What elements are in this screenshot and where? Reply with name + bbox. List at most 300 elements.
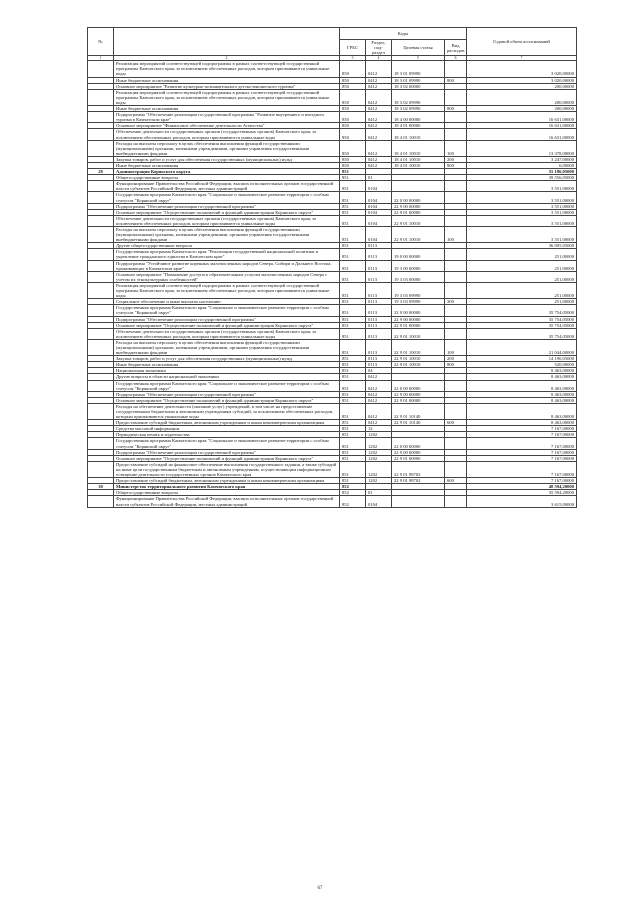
table-row (88, 260, 577, 271)
table-row (88, 438, 577, 449)
row-amount: 7 167,00000 (467, 449, 577, 455)
row-razdel: 0412 (366, 129, 392, 140)
row-target-article: 18 3 02 00000 (392, 83, 445, 89)
row-grbs: 851 (340, 209, 366, 215)
row-amount: 200,00000 (467, 89, 577, 105)
row-target-article: 18 4 01 00000 (392, 123, 445, 129)
table-row (88, 305, 577, 316)
row-razdel: 1202 (366, 478, 392, 484)
row-number (88, 227, 114, 243)
header-number: № (88, 28, 114, 56)
row-expense-type (445, 461, 467, 477)
table-row (88, 380, 577, 391)
row-number (88, 403, 114, 419)
row-expense-type (445, 496, 467, 507)
row-name: Подпрограмма "Обеспечение реализации государственной программы" (114, 316, 340, 322)
row-amount: 3 551,00000 (467, 192, 577, 203)
row-expense-type: 600 (445, 478, 467, 484)
row-target-article: 22 9 01 10010 (392, 227, 445, 243)
row-expense-type: 800 (445, 162, 467, 168)
row-name: Предоставление субсидий бюджетным, автономным учреждениям и иным некоммерческим организациям (114, 420, 340, 426)
row-amount: 48 594,20000 (467, 484, 577, 490)
row-amount: 3 247,00000 (467, 156, 577, 162)
row-grbs: 851 (340, 426, 366, 432)
table-body (88, 61, 577, 507)
row-amount: 3 551,00000 (467, 209, 577, 215)
row-target-article: 22 9 01 00000 (392, 397, 445, 403)
row-grbs: 851 (340, 227, 366, 243)
row-grbs: 850 (340, 162, 366, 168)
column-number: 1 (88, 56, 114, 61)
row-name: Обеспечение деятельности государственных органов (государственных органов) Камчатского края, за исключением обеспеченных расходов, которым присваиваются уникальные коды (114, 328, 340, 339)
row-razdel: 0113 (366, 328, 392, 339)
row-target-article: 18 3 01 09990 (392, 61, 445, 77)
row-razdel: 0412 (366, 380, 392, 391)
row-grbs: 851 (340, 391, 366, 397)
row-expense-type: 200 (445, 356, 467, 362)
row-grbs: 850 (340, 61, 366, 77)
row-amount: 7 167,00000 (467, 426, 577, 432)
row-razdel: 0113 (366, 316, 392, 322)
row-name: Иные бюджетные ассигнования (114, 77, 340, 83)
table-row (88, 112, 577, 123)
row-name: Средства массовой информации (114, 426, 340, 432)
row-name: Основное мероприятие "Осуществление полномочий и функций администрации Корякского округа" (114, 455, 340, 461)
row-grbs: 851 (340, 362, 366, 368)
row-grbs: 851 (340, 438, 366, 449)
row-amount: 251,00000 (467, 299, 577, 305)
row-name: Подпрограмма "Обеспечение реализации государственной программы "Развитие внутреннего и въездного туризма в Камчатском крае" (114, 112, 340, 123)
row-amount: 200,00000 (467, 83, 577, 89)
row-name: Другие вопросы в области национальной экономики (114, 374, 340, 380)
row-razdel: 0113 (366, 260, 392, 271)
row-expense-type: 300 (445, 299, 467, 305)
row-name: Основное мероприятие "Осуществление полномочий и функций администрации Корякского округа" (114, 397, 340, 403)
row-grbs: 851 (340, 461, 366, 477)
row-razdel: 0104 (366, 496, 392, 507)
row-razdel: 0113 (366, 362, 392, 368)
row-name: Предоставление субсидий на финансовое обеспечение выполнения государственного задания, а также субсидий на иные цели государственным бюджетным и автономным учреждениям, осуществляющим информационное освещение деятельности государственных органов Камчатского края (114, 461, 340, 477)
row-name: Обеспечение деятельности государственных органов (государственных органов) Камчатского края, за исключением обеспеченных расходов, которым присваиваются уникальные коды (114, 129, 340, 140)
column-number: 7 (467, 56, 577, 61)
row-number (88, 461, 114, 477)
row-number (88, 181, 114, 192)
row-target-article: 22 9 01 10010 (392, 328, 445, 339)
row-target-article: 22 9 00 00000 (392, 203, 445, 209)
row-name: Иные бюджетные ассигнования (114, 162, 340, 168)
row-name: Реализация мероприятий соответствующей подпрограммы в рамках соответствующей государственной программы Камчатского края, за исключением обеспеченных расходов, которым присваиваются уникальные коды (114, 282, 340, 298)
row-grbs: 851 (340, 449, 366, 455)
row-name: Закупка товаров, работ и услуг для обеспечения государственных (муниципальных) нужд (114, 156, 340, 162)
row-name: Администрация Корякского округа (114, 169, 340, 175)
row-razdel: 0113 (366, 305, 392, 316)
row-grbs: 851 (340, 356, 366, 362)
row-expense-type (445, 438, 467, 449)
row-expense-type (445, 380, 467, 391)
row-number (88, 192, 114, 203)
row-number (88, 282, 114, 298)
row-razdel: 0412 (366, 403, 392, 419)
row-expense-type (445, 271, 467, 282)
row-razdel: 1202 (366, 432, 392, 438)
row-target-article: 22 9 01 10010 (392, 215, 445, 226)
row-grbs: 850 (340, 156, 366, 162)
row-grbs: 851 (340, 322, 366, 328)
row-number (88, 271, 114, 282)
column-number: 4 (366, 56, 392, 61)
row-razdel: 0412 (366, 156, 392, 162)
column-number: 2 (114, 56, 340, 61)
column-number: 6 (445, 56, 467, 61)
row-expense-type (445, 61, 467, 77)
row-grbs: 851 (340, 175, 366, 181)
table-row (88, 89, 577, 105)
row-name: Государственная программа Камчатского края "Социальное и экономическое развитие территории с особым статусом "Корякский округ" (114, 438, 340, 449)
row-number (88, 215, 114, 226)
row-razdel: 0412 (366, 420, 392, 426)
row-razdel: 0412 (366, 123, 392, 129)
row-number (88, 339, 114, 355)
row-target-article: 22 0 00 00000 (392, 438, 445, 449)
row-razdel: 0412 (366, 77, 392, 83)
row-name: Иные бюджетные ассигнования (114, 362, 340, 368)
row-name: Основное мероприятие "Финансовое обеспечение деятельности Агентства" (114, 123, 340, 129)
row-grbs: 851 (340, 420, 366, 426)
row-grbs: 850 (340, 77, 366, 83)
row-razdel: 0104 (366, 192, 392, 203)
row-name: Подпрограмма "Устойчивое развитие коренных малочисленных народов Севера, Сибири и Дальнего Востока, проживающих в Камчатском крае" (114, 260, 340, 271)
row-expense-type: 800 (445, 106, 467, 112)
row-name: Подпрограмма "Обеспечение реализации государственной программы" (114, 449, 340, 455)
row-grbs: 851 (340, 432, 366, 438)
row-name: Министерство территориального развития Камчатского края (114, 484, 340, 490)
row-razdel: 0113 (366, 271, 392, 282)
row-grbs: 851 (340, 203, 366, 209)
row-target-article: 22 9 00 00000 (392, 316, 445, 322)
table-row (88, 496, 577, 507)
row-target-article: 19 3 03 00000 (392, 271, 445, 282)
row-grbs: 851 (340, 282, 366, 298)
row-razdel: 0412 (366, 162, 392, 168)
row-name: Государственная программа Камчатского края "Социальное и экономическое развитие территории с особым статусом "Корякский округ" (114, 305, 340, 316)
row-number (88, 496, 114, 507)
row-name: Государственная программа Камчатского края "Социальное и экономическое развитие территории с особым статусом "Корякский округ" (114, 380, 340, 391)
row-grbs: 851 (340, 169, 366, 175)
header-target-article: Целевая статья (392, 40, 445, 56)
row-amount: 251,00000 (467, 282, 577, 298)
row-target-article: 22 9 01 00000 (392, 455, 445, 461)
budget-table (87, 27, 577, 508)
row-grbs: 852 (340, 490, 366, 496)
row-name: Социальное обеспечение и иные выплаты населению (114, 299, 340, 305)
row-name: Расходы на обеспечение деятельности (оказание услуг) учреждений, в том числе на предоставление государственным бюджетным и автономным учреждениям субсидий, за исключением обеспеченных расходов, которым присваиваются уникальные коды (114, 403, 340, 419)
row-name: Расходы на выплаты персоналу в целях обеспечения выполнения функций государственными (муниципальными) органами, казенными учреждениями, органами управления государственными внебюджетными фондами (114, 339, 340, 355)
row-amount: 3 615,00000 (467, 496, 577, 507)
row-name: Реализация мероприятий соответствующей подпрограммы в рамках соответствующей государственной программы Камчатского края, за исключением обеспеченных расходов, которым присваиваются уникальные коды (114, 89, 340, 105)
row-expense-type: 600 (445, 420, 467, 426)
row-amount: 21 044,00000 (467, 339, 577, 355)
row-razdel: 0412 (366, 83, 392, 89)
row-name: Функционирование Правительства Российской Федерации, высших исполнительных органов государственной власти субъектов Российской Федерации, местных администраций (114, 181, 340, 192)
row-expense-type: 200 (445, 156, 467, 162)
table-row (88, 227, 577, 243)
column-number: 5 (392, 56, 445, 61)
header-name (114, 28, 340, 56)
row-grbs: 851 (340, 316, 366, 322)
row-target-article: 18 4 01 10010 (392, 140, 445, 156)
row-amount: 3 020,00000 (467, 77, 577, 83)
header-razdel: Раздел, под-раздел (366, 40, 392, 56)
row-number (88, 112, 114, 123)
row-amount: 35 594,20000 (467, 490, 577, 496)
row-name: Основное мероприятие "Осуществление полномочий и функций администрации Корякского округа" (114, 322, 340, 328)
row-grbs: 850 (340, 129, 366, 140)
table-row (88, 403, 577, 419)
row-name: Государственная программа Камчатского края "Реализация государственной национальной политики и укрепление гражданского единства в Камчатском крае" (114, 249, 340, 260)
row-name: Реализация мероприятий соответствующей подпрограммы в рамках соответствующей государственной программы Камчатского края, за исключением обеспеченных расходов, которым присваиваются уникальные коды (114, 61, 340, 77)
row-target-article: 22 9 01 10140 (392, 420, 445, 426)
row-expense-type (445, 129, 467, 140)
table-row (88, 328, 577, 339)
row-amount: 3 551,00000 (467, 203, 577, 209)
row-target-article: 22 9 01 10010 (392, 339, 445, 355)
row-target-article: 18 4 01 10010 (392, 129, 445, 140)
row-expense-type (445, 403, 467, 419)
row-grbs: 850 (340, 123, 366, 129)
row-amount: 8 463,00000 (467, 397, 577, 403)
row-grbs: 851 (340, 215, 366, 226)
row-amount: 7 167,00000 (467, 455, 577, 461)
row-amount: 35 754,05000 (467, 316, 577, 322)
table-row (88, 339, 577, 355)
row-amount: 35 754,05000 (467, 305, 577, 316)
page-number: 67 (317, 886, 323, 891)
row-razdel: 0412 (366, 112, 392, 123)
row-name: Подпрограмма "Обеспечение реализации государственной программы" (114, 203, 340, 209)
row-grbs: 850 (340, 83, 366, 89)
row-grbs: 851 (340, 455, 366, 461)
table-row (88, 249, 577, 260)
row-target-article: 22 9 01 98702 (392, 478, 445, 484)
row-amount: 16 631,00000 (467, 123, 577, 129)
table-row (88, 140, 577, 156)
row-name: Другие общегосударственные вопросы (114, 243, 340, 249)
row-razdel: 01 (366, 490, 392, 496)
row-number (88, 260, 114, 271)
table-row (88, 181, 577, 192)
row-amount: 6,00000 (467, 162, 577, 168)
row-grbs: 851 (340, 380, 366, 391)
row-expense-type (445, 192, 467, 203)
row-name: Основное мероприятие "Развитие культурно-познавательного детско-юношеского туризма" (114, 83, 340, 89)
row-target-article (392, 496, 445, 507)
row-grbs: 850 (340, 112, 366, 123)
row-target-article: 19 3 03 09990 (392, 299, 445, 305)
header-codes: Коды (340, 28, 467, 40)
row-amount: 251,00000 (467, 271, 577, 282)
row-name: Предоставление субсидий бюджетным, автономным учреждениям и иным некоммерческим организациям (114, 478, 340, 484)
row-target-article: 22 0 00 00000 (392, 305, 445, 316)
row-expense-type (445, 181, 467, 192)
row-grbs: 851 (340, 374, 366, 380)
row-name: Общегосударственные вопросы (114, 490, 340, 496)
row-number (88, 89, 114, 105)
row-razdel: 0104 (366, 215, 392, 226)
row-target-article: 22 9 01 98702 (392, 461, 445, 477)
table-row (88, 192, 577, 203)
row-amount: 55 186,05000 (467, 169, 577, 175)
row-expense-type (445, 305, 467, 316)
row-grbs: 851 (340, 192, 366, 203)
row-target-article: 18 3 01 09990 (392, 77, 445, 83)
row-name: Общегосударственные вопросы (114, 175, 340, 181)
row-expense-type: 100 (445, 227, 467, 243)
row-grbs: 851 (340, 305, 366, 316)
row-amount: 3 551,00000 (467, 215, 577, 226)
row-grbs: 852 (340, 496, 366, 507)
row-razdel: 1202 (366, 449, 392, 455)
row-name: Иные бюджетные ассигнования (114, 106, 340, 112)
row-amount: 3 551,00000 (467, 227, 577, 243)
row-amount: 520,00000 (467, 362, 577, 368)
row-grbs: 851 (340, 243, 366, 249)
row-razdel: 0104 (366, 181, 392, 192)
header-expense-type: Вид расходов (445, 40, 467, 56)
row-grbs: 851 (340, 299, 366, 305)
row-target-article: 18 3 02 09990 (392, 89, 445, 105)
row-amount: 8 463,00000 (467, 368, 577, 374)
row-amount: 7 167,00000 (467, 461, 577, 477)
row-expense-type (445, 89, 467, 105)
row-amount: 8 463,00000 (467, 420, 577, 426)
row-expense-type: 800 (445, 77, 467, 83)
row-grbs: 850 (340, 140, 366, 156)
row-name: Национальная экономика (114, 368, 340, 374)
row-number (88, 129, 114, 140)
row-name: Закупка товаров, работ и услуг для обеспечения государственных (муниципальных) нужд (114, 356, 340, 362)
row-name: Обеспечение деятельности государственных органов (государственных органов) Камчатского края, за исключением обеспеченных расходов, которым присваиваются уникальные коды (114, 215, 340, 226)
row-name: Основное мероприятие "Осуществление полномочий и функций администрации Корякского округа" (114, 209, 340, 215)
row-amount: 16 631,00000 (467, 129, 577, 140)
row-amount: 3 551,00000 (467, 181, 577, 192)
row-razdel: 0412 (366, 61, 392, 77)
table-row (88, 61, 577, 77)
row-target-article: 18 4 01 10010 (392, 162, 445, 168)
table-row (88, 271, 577, 282)
row-target-article: 22 9 01 10140 (392, 403, 445, 419)
row-name: Подпрограмма "Обеспечение реализации государственной программы" (114, 391, 340, 397)
row-target-article: 19 3 00 00000 (392, 260, 445, 271)
row-razdel: 0412 (366, 397, 392, 403)
row-target-article: 18 4 01 10010 (392, 156, 445, 162)
row-amount: 3 020,00000 (467, 61, 577, 77)
row-razdel: 0113 (366, 249, 392, 260)
row-expense-type: 800 (445, 362, 467, 368)
table-row (88, 461, 577, 477)
row-amount: 251,00000 (467, 260, 577, 271)
row-razdel: 0113 (366, 282, 392, 298)
row-grbs: 851 (340, 403, 366, 419)
row-razdel: 0113 (366, 356, 392, 362)
row-grbs: 851 (340, 397, 366, 403)
row-razdel: 0113 (366, 322, 392, 328)
row-razdel: 0412 (366, 89, 392, 105)
row-target-article: 22 9 01 00000 (392, 322, 445, 328)
row-target-article: 22 0 00 00000 (392, 192, 445, 203)
row-amount: 7 167,00000 (467, 432, 577, 438)
row-amount: 8 463,00000 (467, 391, 577, 397)
row-name: Основное мероприятие "Повышение доступа к образовательным услугам малочисленных народов Севера с учетом их этнокультурных особенностей" (114, 271, 340, 282)
row-expense-type (445, 282, 467, 298)
row-target-article: 22 9 01 10010 (392, 356, 445, 362)
row-amount: 8 463,00000 (467, 374, 577, 380)
row-grbs: 852 (340, 484, 366, 490)
row-grbs: 851 (340, 181, 366, 192)
row-amount: 36 005,05000 (467, 243, 577, 249)
row-razdel: 1202 (366, 461, 392, 477)
row-number: 30 (88, 484, 114, 490)
row-razdel: 01 (366, 175, 392, 181)
row-target-article (392, 181, 445, 192)
row-name: Расходы на выплаты персоналу в целях обеспечения выполнения функций государственными (муниципальными) органами, казенными учреждениями, органами управления государственными внебюджетными фондами (114, 227, 340, 243)
row-target-article: 22 9 00 00000 (392, 449, 445, 455)
row-name: Государственная программа Камчатского края "Социальное и экономическое развитие территории с особым статусом "Корякский округ" (114, 192, 340, 203)
row-expense-type (445, 260, 467, 271)
row-expense-type: 100 (445, 339, 467, 355)
column-number: 3 (340, 56, 366, 61)
row-name: Периодическая печать и издательства (114, 432, 340, 438)
header-amount: Годовой объем ассигнований (467, 28, 577, 56)
row-amount: 13 378,00000 (467, 140, 577, 156)
row-expense-type: 100 (445, 140, 467, 156)
table-row (88, 215, 577, 226)
row-razdel: 04 (366, 368, 392, 374)
row-amount: 200,00000 (467, 106, 577, 112)
row-number (88, 140, 114, 156)
row-razdel: 0412 (366, 140, 392, 156)
row-amount: 251,00000 (467, 249, 577, 260)
row-target-article: 18 4 00 00000 (392, 112, 445, 123)
row-grbs: 851 (340, 260, 366, 271)
row-target-article: 22 9 01 10010 (392, 362, 445, 368)
table-row (88, 129, 577, 140)
row-amount: 8 463,00000 (467, 380, 577, 391)
row-grbs: 851 (340, 249, 366, 260)
row-amount: 35 754,05000 (467, 328, 577, 339)
row-name: Функционирование Правительства Российской Федерации, высших исполнительных органов государственной власти субъектов Российской Федерации, местных администраций (114, 496, 340, 507)
row-amount: 14 190,05000 (467, 356, 577, 362)
row-razdel: 0412 (366, 106, 392, 112)
row-razdel: 0113 (366, 339, 392, 355)
row-grbs: 851 (340, 368, 366, 374)
row-razdel: 1202 (366, 455, 392, 461)
row-amount: 39 556,05000 (467, 175, 577, 181)
row-razdel: 0412 (366, 374, 392, 380)
header-grbs: ГРБС (340, 40, 366, 56)
row-grbs: 851 (340, 478, 366, 484)
row-expense-type (445, 112, 467, 123)
row-grbs: 850 (340, 89, 366, 105)
row-grbs: 851 (340, 328, 366, 339)
row-target-article: 19 3 03 09990 (392, 282, 445, 298)
row-razdel: 0104 (366, 209, 392, 215)
row-grbs: 851 (340, 271, 366, 282)
row-number (88, 328, 114, 339)
row-amount: 7 167,00000 (467, 478, 577, 484)
row-grbs: 850 (340, 106, 366, 112)
row-razdel: 0104 (366, 203, 392, 209)
row-target-article: 19 0 00 00000 (392, 249, 445, 260)
